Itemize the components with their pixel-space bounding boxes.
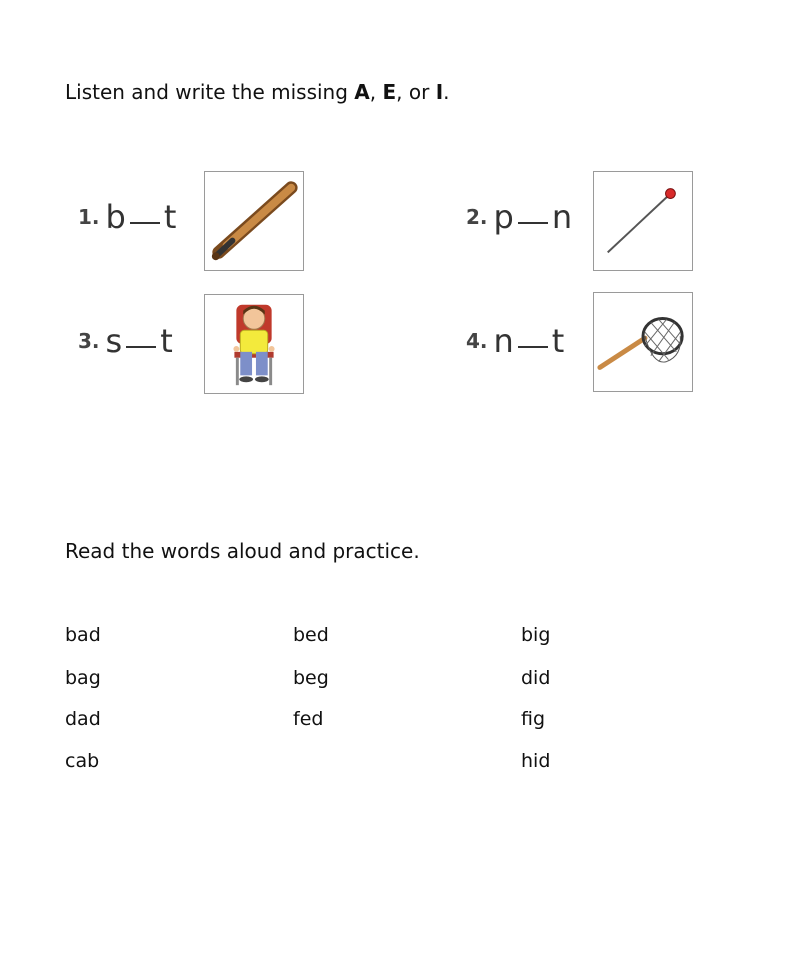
- answer-blank[interactable]: [126, 346, 156, 348]
- last-letter: n: [551, 198, 573, 236]
- net-icon: [593, 292, 693, 392]
- item-number: 3.: [78, 329, 100, 353]
- answer-blank[interactable]: [130, 222, 160, 224]
- exercise-item-2: [466, 198, 572, 236]
- first-letter: p: [493, 198, 514, 236]
- answer-blank[interactable]: [518, 346, 548, 348]
- letter-a: A: [354, 80, 370, 104]
- answer-blank[interactable]: [518, 222, 548, 224]
- first-letter: n: [493, 322, 514, 360]
- last-letter: t: [551, 322, 565, 360]
- word-a-3: dad: [65, 708, 101, 730]
- separator: , or: [396, 80, 436, 104]
- baseball-bat-icon: [204, 171, 304, 271]
- exercise-item-3: [78, 322, 173, 360]
- word-i-1: big: [521, 624, 551, 646]
- instruction-read: Read the words aloud and practice.: [65, 539, 420, 563]
- word-i-4: hid: [521, 750, 551, 772]
- last-letter: t: [160, 322, 173, 360]
- instruction-listen: [65, 80, 450, 104]
- word-e-2: beg: [293, 667, 329, 689]
- word-i-3: fig: [521, 708, 546, 730]
- period: .: [443, 80, 450, 104]
- boy-sitting-icon: [204, 294, 304, 394]
- item-number: 4.: [466, 329, 488, 353]
- last-letter: t: [163, 198, 177, 236]
- exercise-item-1: [78, 198, 176, 236]
- separator: ,: [369, 80, 383, 104]
- letter-e: E: [382, 80, 397, 104]
- word-a-1: bad: [65, 624, 101, 646]
- pin-icon: [593, 171, 693, 271]
- word-e-3: fed: [293, 708, 324, 730]
- letter-i: I: [435, 80, 444, 104]
- instruction-text: Listen and write the missing: [65, 80, 355, 104]
- exercise-item-4: [466, 322, 564, 360]
- item-number: 1.: [78, 205, 100, 229]
- first-letter: b: [105, 198, 126, 236]
- word-i-2: did: [521, 667, 551, 689]
- item-number: 2.: [466, 205, 488, 229]
- word-a-2: bag: [65, 667, 101, 689]
- word-e-1: bed: [293, 624, 329, 646]
- word-a-4: cab: [65, 750, 100, 772]
- first-letter: s: [105, 322, 123, 360]
